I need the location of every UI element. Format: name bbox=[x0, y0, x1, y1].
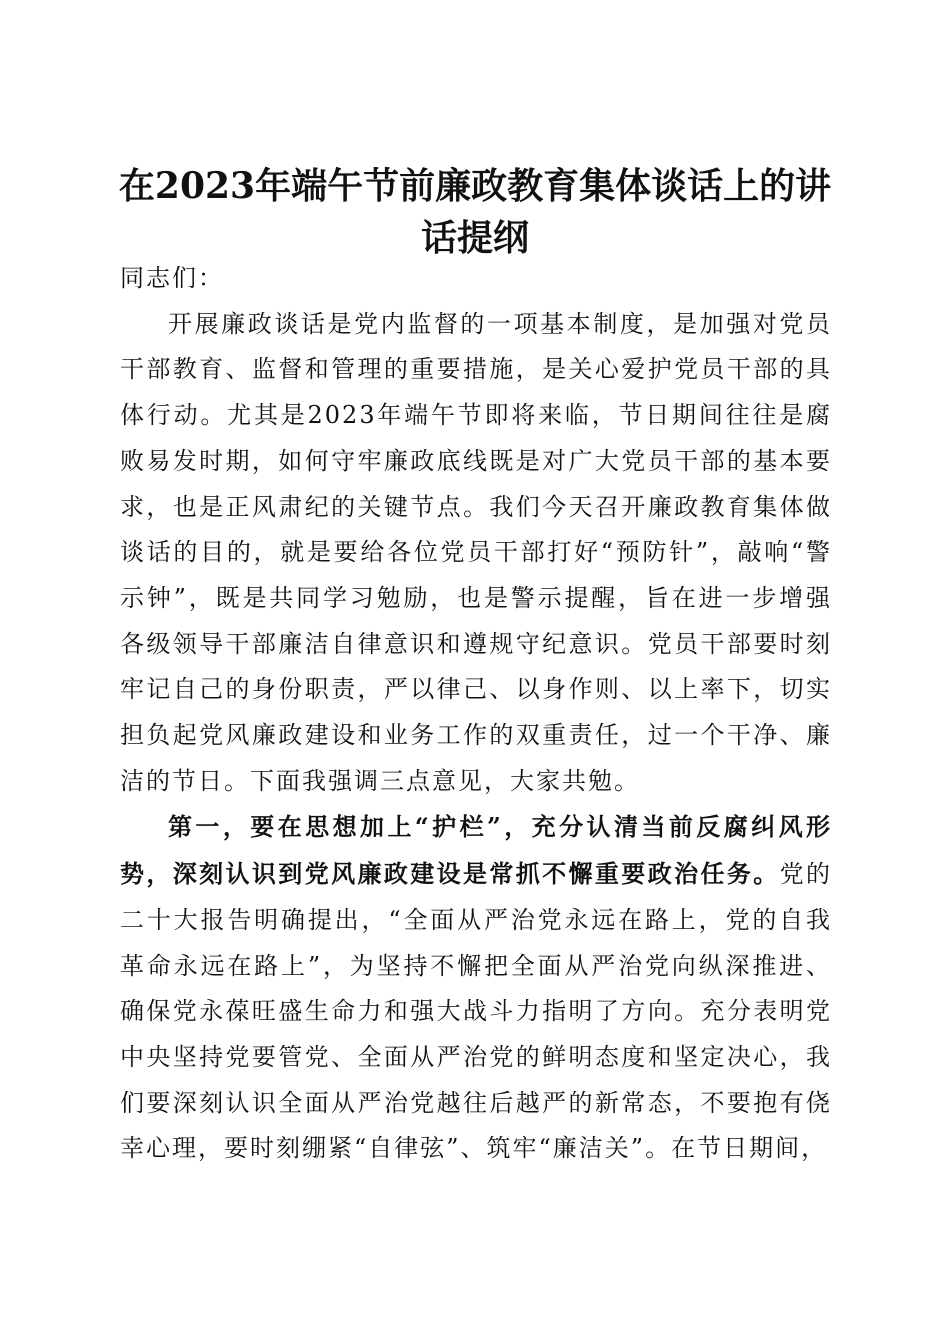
salutation: 同志们： bbox=[120, 264, 224, 292]
paragraph-2-heading: 第一，要在思想加上“护栏”，充分认清当前反腐纠风形势，深刻认识到党风廉政建设是常抓不懈重要政治任务。 bbox=[120, 812, 832, 889]
paragraph-2 bbox=[120, 804, 832, 1172]
document-body bbox=[120, 256, 832, 1172]
document-title: 在2023年端午节前廉政教育集体谈话上的讲话提纲 bbox=[118, 165, 832, 260]
paragraph-2-body: 党的二十大报告明确提出，“全面从严治党永远在路上，党的自我革命永远在路上”，为坚持不懈把全面从严治党向纵深推进、确保党永葆旺盛生命力和强大战斗力指明了方向。充分表明党中央坚持党要管党、全面从严治党的鲜明态度和坚定决心，我们要深刻认识全面从严治党越往后越严的新常态，不要抱有侥幸心理，要时刻绷紧“自律弦”、筑牢“廉洁关”。在节日期间， bbox=[120, 860, 833, 1163]
paragraph-1: 开展廉政谈话是党内监督的一项基本制度，是加强对党员干部教育、监督和管理的重要措施，是关心爱护党员干部的具体行动。尤其是2023年端午节即将来临，节日期间往往是腐败易发时期，如何守牢廉政底线既是对广大党员干部的基本要求，也是正风肃纪的关键节点。我们今天召开廉政教育集体做谈话的目的，就是要给各位党员干部打好“预防针”，敲响“警示钟”，既是共同学习勉励，也是警示提醒，旨在进一步增强各级领导干部廉洁自律意识和遵规守纪意识。党员干部要时刻牢记自己的身份职责，严以律己、以身作则、以上率下，切实担负起党风廉政建设和业务工作的双重责任，过一个干净、廉洁的节日。下面我强调三点意见，大家共勉。 bbox=[120, 309, 832, 795]
